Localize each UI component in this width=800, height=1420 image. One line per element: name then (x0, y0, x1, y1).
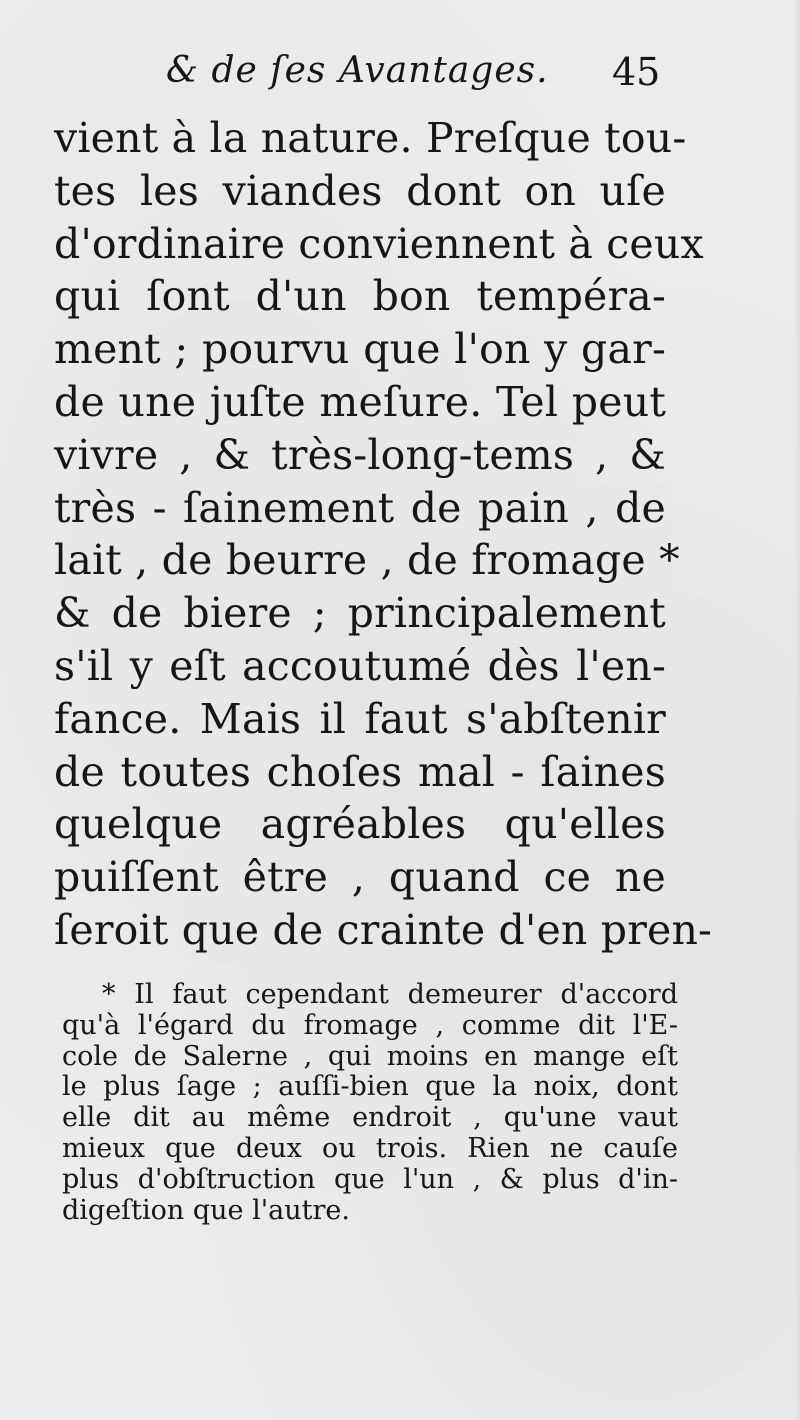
footnote-line: cole de Salerne , qui moins en mange eſt (62, 1040, 678, 1072)
text-line: quelque agréables qu'elles (54, 800, 666, 849)
footnote-line: elle dit au même endroit , qu'une vaut (62, 1102, 678, 1134)
footnote-line: * Il faut cependant demeurer d'accord (102, 979, 678, 1010)
text-line: de une juſte meſure. Tel peut (54, 377, 666, 426)
footnote-line: qu'à l'égard du fromage , comme dit l'E- (62, 1009, 678, 1041)
page-number: 45 (612, 50, 661, 94)
text-line: ſeroit que de crainte d'en pren- (54, 905, 713, 954)
running-head: & de ſes Avantages. (166, 50, 549, 91)
text-line: puiſſent être , quand ce ne (54, 853, 666, 902)
text-line: d'ordinaire conviennent à ceux (54, 219, 704, 268)
footnote-line: mieux que deux ou trois. Rien ne cauſe (62, 1132, 678, 1164)
text-line: fance. Mais il faut s'abſtenir (54, 694, 666, 743)
footnote-line: digeſtion que l'autre. (62, 1194, 350, 1226)
main-text (54, 112, 713, 957)
text-line: qui ſont d'un bon tempéra- (54, 272, 666, 321)
text-line: vient à la nature. Preſque tou- (54, 114, 687, 162)
footnote-line: le plus ſage ; auſſi-bien que la noix, dont (62, 1071, 678, 1103)
text-line: de toutes choſes mal - ſaines (54, 747, 666, 796)
text-line: très - ſainement de pain , de (54, 483, 666, 532)
footnote (62, 980, 678, 1226)
text-line: ment ; pourvu que l'on y gar- (54, 325, 666, 374)
text-line: s'il y eſt accoutumé dès l'en- (54, 641, 666, 690)
page-edge-shadow (794, 0, 800, 1420)
text-line: vivre , & très-long-tems , & (54, 430, 666, 479)
text-line: lait , de beurre , de fromage * (54, 536, 680, 585)
text-line: & de biere ; principalement (54, 589, 666, 638)
footnote-line: plus d'obſtruction que l'un , & plus d'in- (62, 1163, 678, 1195)
page-header (0, 42, 800, 102)
text-line: tes les viandes dont on uſe (54, 166, 666, 215)
